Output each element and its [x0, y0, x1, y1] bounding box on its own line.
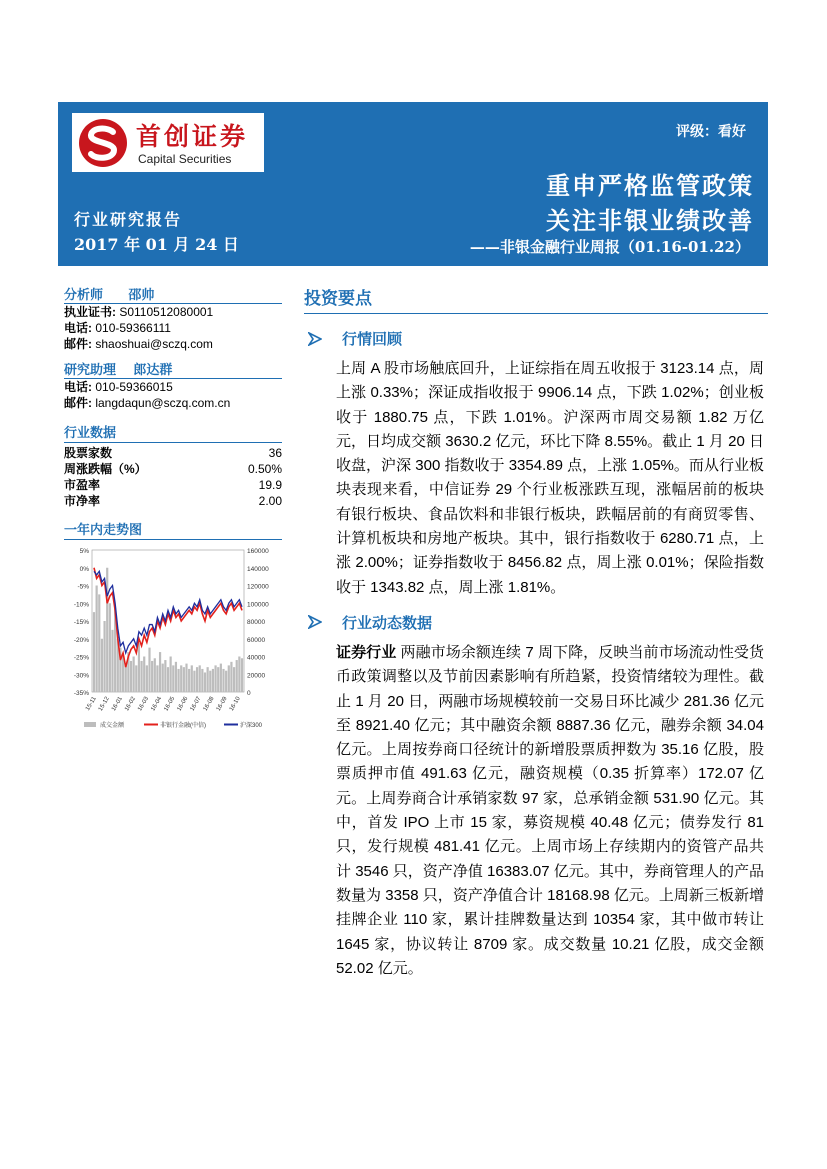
volume-bar — [111, 630, 113, 692]
y-left-tick-label: -30% — [73, 672, 89, 680]
industry-data-label: 市盈率 — [64, 478, 101, 492]
volume-bar — [220, 664, 222, 692]
volume-bar — [207, 667, 209, 692]
subsection-market-review — [304, 328, 764, 349]
y-right-tick-label: 40000 — [247, 654, 266, 662]
section-divider — [304, 313, 768, 314]
volume-bar — [238, 657, 240, 693]
volume-bar — [183, 667, 185, 692]
volume-bar — [146, 665, 148, 692]
volume-bar — [236, 660, 238, 692]
industry-data-row — [64, 493, 282, 509]
volume-bar — [225, 671, 227, 692]
report-type: 行业研究报告 — [74, 210, 183, 229]
y-left-tick-label: -35% — [73, 690, 89, 697]
license-label: 执业证书: — [64, 305, 116, 319]
x-tick-label: 16-10 — [228, 696, 242, 713]
header-banner — [58, 102, 768, 266]
x-tick-label: 15-11 — [85, 696, 98, 712]
phone-label: 电话: — [64, 321, 92, 335]
y-left-tick-label: 5% — [79, 548, 89, 555]
volume-bar — [180, 665, 182, 692]
volume-bar — [156, 665, 158, 692]
legend-label: 非银行金融(中信) — [160, 723, 206, 729]
volume-bar — [122, 657, 124, 693]
assistant-phone-label: 电话: — [64, 380, 92, 394]
x-tick-label: 15-12 — [97, 696, 111, 713]
volume-bar — [185, 664, 187, 692]
y-left-tick-label: -5% — [77, 583, 89, 591]
x-tick-label: 16-07 — [189, 696, 203, 713]
volume-bar — [164, 660, 166, 692]
volume-bar — [133, 657, 135, 693]
license-value: S0110512080001 — [119, 305, 214, 319]
company-logo — [72, 113, 264, 172]
volume-bar — [172, 665, 174, 692]
assistant-title: 研究助理 — [64, 362, 117, 377]
arrow-bullet-icon — [308, 615, 322, 629]
volume-bar — [162, 664, 164, 692]
report-title-line1: 重申严格监管政策 — [546, 171, 754, 200]
subsection-industry-data — [304, 612, 764, 633]
volume-bar — [93, 612, 95, 692]
x-tick-label: 16-02 — [124, 696, 138, 713]
y-right-tick-label: 60000 — [247, 636, 266, 644]
volume-bar — [233, 667, 235, 692]
y-left-tick-label: -15% — [73, 619, 89, 626]
trend-chart — [64, 542, 278, 732]
volume-bar — [170, 657, 172, 693]
industry-data-label: 周涨跌幅（%） — [64, 462, 147, 476]
y-left-tick-label: -20% — [73, 636, 89, 644]
industry-data-value: 19.9 — [258, 478, 282, 492]
x-tick-label: 16-01 — [111, 696, 124, 713]
phone-value: 010-59366111 — [95, 321, 171, 335]
volume-bar — [230, 662, 232, 692]
volume-bar — [140, 661, 142, 692]
industry-data-title: 行业数据 — [64, 422, 282, 443]
x-tick-label: 16-05 — [163, 696, 177, 713]
volume-bar — [167, 667, 169, 692]
analyst-name: 邵帅 — [128, 287, 155, 302]
industry-data-label: 市净率 — [64, 494, 101, 508]
volume-bar — [130, 661, 132, 692]
volume-bar — [101, 639, 103, 692]
industry-data-value: 0.50% — [247, 462, 282, 476]
volume-bar — [159, 652, 161, 692]
industry-data-label: 股票家数 — [64, 446, 113, 460]
industry-data-row — [64, 477, 282, 493]
volume-bar — [241, 658, 243, 692]
x-tick-label: 16-08 — [202, 696, 216, 713]
assistant-email-label: 邮件: — [64, 396, 92, 410]
y-right-tick-label: 20000 — [247, 672, 266, 680]
volume-bar — [148, 648, 150, 692]
assistant-email-value[interactable]: langdaqun@sczq.com.cn — [95, 396, 231, 410]
volume-bar — [175, 662, 177, 692]
volume-bar — [177, 669, 179, 692]
x-tick-label: 16-04 — [150, 696, 164, 713]
report-subtitle: ——非银金融行业周报（01.16-01.22） — [469, 238, 750, 256]
y-right-tick-label: 160000 — [247, 548, 269, 555]
email-value[interactable]: shaoshuai@sczq.com — [95, 337, 213, 351]
volume-bar — [222, 669, 224, 692]
main-content — [304, 284, 764, 981]
rating-label: 评级：看好 — [676, 124, 746, 140]
volume-bar — [228, 665, 230, 692]
y-left-tick-label: 0% — [79, 565, 89, 573]
analyst-title: 分析师 — [64, 287, 104, 302]
y-right-tick-label: 100000 — [247, 601, 269, 609]
volume-bar — [125, 665, 127, 692]
y-left-tick-label: -25% — [73, 654, 89, 662]
section-title: 投资要点 — [304, 289, 372, 309]
volume-bar — [103, 621, 105, 692]
volume-bar — [106, 568, 108, 692]
volume-bar — [212, 669, 214, 692]
volume-bar — [204, 672, 206, 692]
subsection-title: 行情回顾 — [342, 330, 403, 348]
subsection-title: 行业动态数据 — [342, 613, 433, 632]
logo-emblem-icon — [78, 118, 128, 168]
report-title-line2: 关注非银业绩改善 — [546, 206, 754, 235]
logo-chinese-name: 首创证券 — [136, 122, 249, 151]
volume-bar — [109, 603, 111, 692]
volume-bar — [217, 667, 219, 692]
volume-bar — [191, 665, 193, 692]
volume-bar — [214, 665, 216, 692]
assistant-phone-value: 010-59366015 — [95, 380, 173, 394]
y-right-tick-label: 120000 — [247, 583, 269, 591]
volume-bar — [135, 665, 137, 692]
volume-bar — [193, 671, 195, 692]
x-tick-label: 16-03 — [137, 696, 151, 713]
volume-bar — [138, 643, 140, 692]
y-right-tick-label: 140000 — [247, 565, 269, 573]
x-tick-label: 16-06 — [176, 696, 190, 713]
industry-data-value: 2.00 — [258, 494, 282, 508]
volume-bar — [196, 667, 198, 692]
industry-data-value: 36 — [268, 446, 282, 460]
chart-title: 一年内走势图 — [64, 519, 282, 540]
market-review-text: 上周 A 股市场触底回升，上证综指在周五收报于 3123.14 点，周上涨 0.33%；深证成指收报于 9906.14 点，下跌 1.02%；创业板收于 1880.75 点，下跌 1.01%。沪深两市周交易额 1.82 万亿元，日均成交额 3630.2 亿元，环比下降 8.55%。截止 1 月 20 日收盘，沪深 300 指数收于 3354.89 点，上涨 1.05%。而从行业板块表现来看，中信证券 29 个行业板涨跌互现，涨幅居前的板块有银行板块、食品饮料和非银行板块，跌幅居前的有商贸零售、计算机板块和房地产板块。其中，银行指数收于 6280.71 点，上涨 2.00%；证券指数收于 8456.82 点，周上涨 0.01%；保险指数收于 1343.82 点，周上涨 1.81%。 — [336, 360, 764, 596]
volume-bar — [151, 661, 153, 692]
industry-dynamics-body: 两融市场余额连续 7 周下降，反映当前市场流动性受货币政策调整以及节前因素影响有所趋紧，投资情绪较为理性。截止 1 月 20 日，两融市场规模较前一交易日环比减少 281.36 亿元至 8921.40 亿元；其中融资余额 8887.36 亿元，融券余额 34.04 亿元。上周按券商口径统计的新增股票质押数为 35.16 亿股，股票质押市值 491.63 亿元，融资规模（0.35 折算率）172.07 亿元。上周券商合计承销家数 97 家，总承销金额 531.90 亿元。其中，首发 IPO 上市 15 家，募资规模 40.48 亿元；债券发行 81 只，发行规模 481.41 亿元。上周市场上存续期内的资管产品共计 3546 只，资产净值 16383.07 亿元。其中，券商管理人的产品数量为 3358 只，资产净值合计 18168.98 亿元。上周新三板新增挂牌企业 110 家，累计挂牌数量达到 10354 家，其中做市转让 1645 家，协议转让 8709 家。成交数量 10.21 亿股，成交金额 52.02 亿元。 — [336, 643, 764, 977]
logo-english-name: Capital Securities — [138, 152, 232, 166]
volume-bar — [98, 594, 100, 692]
legend-label: 成交金额 — [100, 723, 125, 729]
report-date: 2017 年 01 月 24 日 — [74, 235, 239, 254]
industry-data-row — [64, 461, 282, 477]
industry-data-row — [64, 445, 282, 461]
volume-bar — [201, 669, 203, 692]
y-right-tick-label: 80000 — [247, 619, 266, 626]
legend-label: 沪深300 — [240, 723, 263, 729]
y-left-tick-label: -10% — [73, 601, 89, 609]
arrow-bullet-icon — [308, 332, 322, 346]
x-tick-label: 16-09 — [215, 696, 229, 713]
assistant-name: 郎达群 — [133, 362, 173, 377]
industry-lead: 证券行业 — [336, 643, 397, 661]
email-label: 邮件: — [64, 337, 92, 351]
volume-bar — [209, 671, 211, 692]
volume-bar — [199, 665, 201, 692]
volume-bar — [96, 586, 98, 693]
volume-bar — [154, 658, 156, 692]
y-right-tick-label: 0 — [247, 690, 251, 697]
sidebar — [64, 287, 282, 735]
volume-bar — [188, 669, 190, 692]
volume-bar — [143, 657, 145, 693]
legend-swatch — [84, 722, 96, 727]
industry-dynamics-text — [336, 641, 764, 981]
